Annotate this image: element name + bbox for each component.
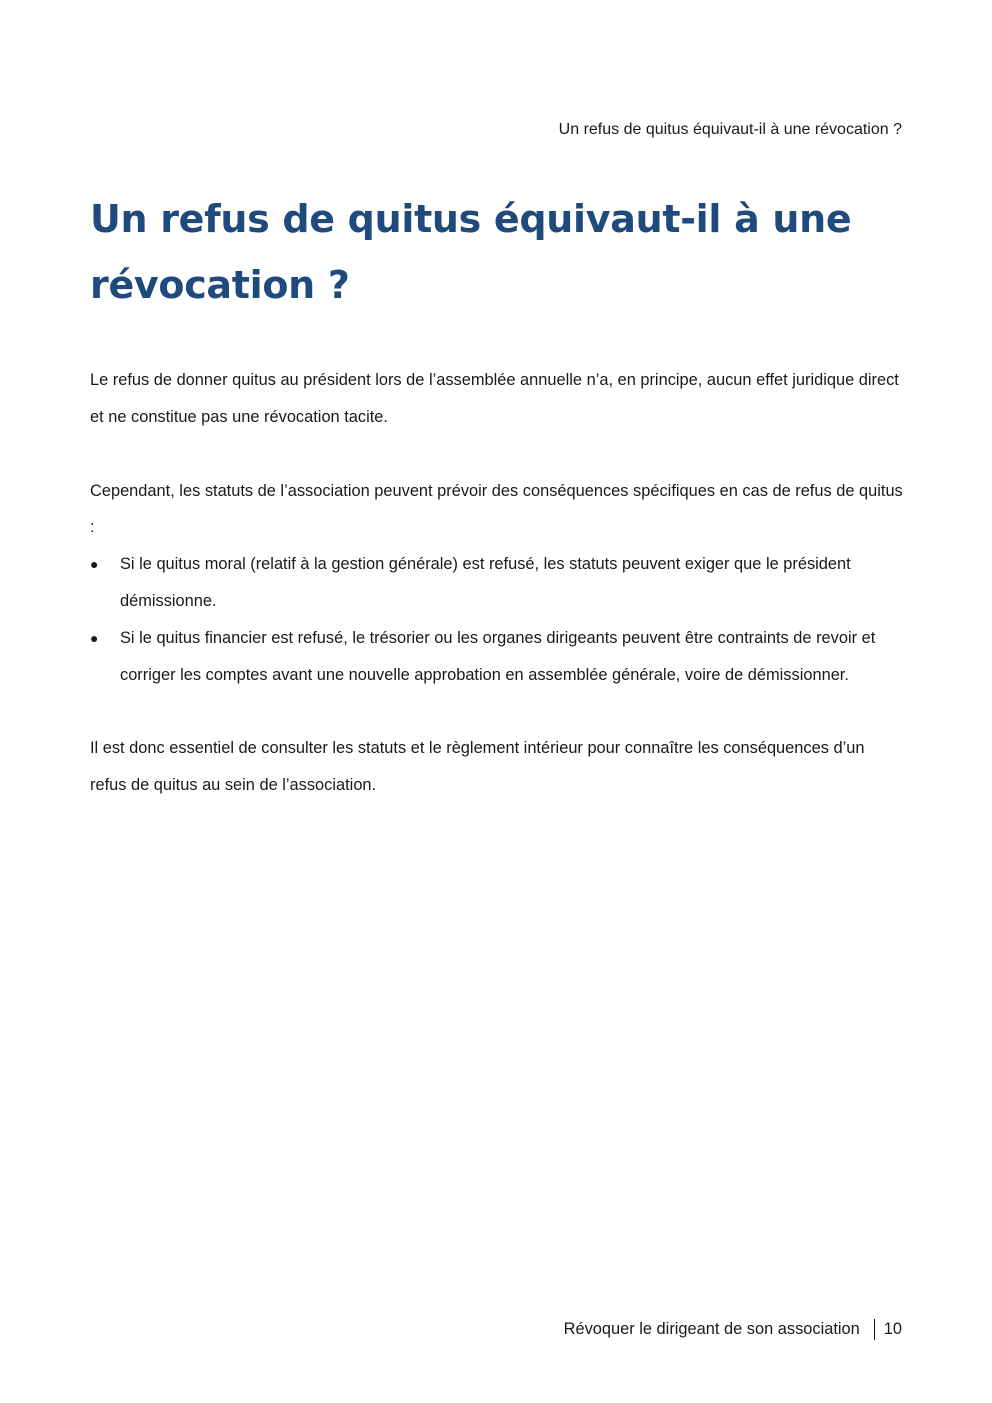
running-header: Un refus de quitus équivaut-il à une révocation ?	[558, 121, 902, 138]
page-content	[90, 362, 905, 804]
page-title: Un refus de quitus équivaut-il à une révocation ?	[90, 197, 852, 307]
page-footer	[564, 1318, 902, 1340]
list-item	[90, 620, 905, 694]
bullet-list	[90, 546, 905, 693]
footer-separator	[874, 1319, 875, 1340]
bullet-icon: ●	[90, 556, 99, 573]
footer-document-title: Révoquer le dirigeant de son association	[563, 1320, 860, 1338]
paragraph-conclusion: Il est donc essentiel de consulter les statuts et le règlement intérieur pour connaître les conséquences d’un refus de quitus au sein de l’association.	[90, 739, 865, 795]
list-item-text: Si le quitus financier est refusé, le trésorier ou les organes dirigeants peuvent être contraints de revoir et corriger les comptes avant une nouvelle approbation en assemblée générale, voire de démissionner.	[120, 628, 876, 684]
page-number: 10	[883, 1320, 902, 1338]
paragraph-intro: Le refus de donner quitus au président lors de l’assemblée annuelle n’a, en principe, aucun effet juridique direct et ne constitue pas une révocation tacite.	[90, 371, 899, 426]
list-item	[90, 546, 905, 620]
bullet-icon: ●	[90, 629, 99, 646]
paragraph-statuts: Cependant, les statuts de l’association peuvent prévoir des conséquences spécifiques en cas de refus de quitus :	[90, 481, 903, 537]
list-item-text: Si le quitus moral (relatif à la gestion générale) est refusé, les statuts peuvent exiger que le président démissionne.	[120, 555, 851, 610]
